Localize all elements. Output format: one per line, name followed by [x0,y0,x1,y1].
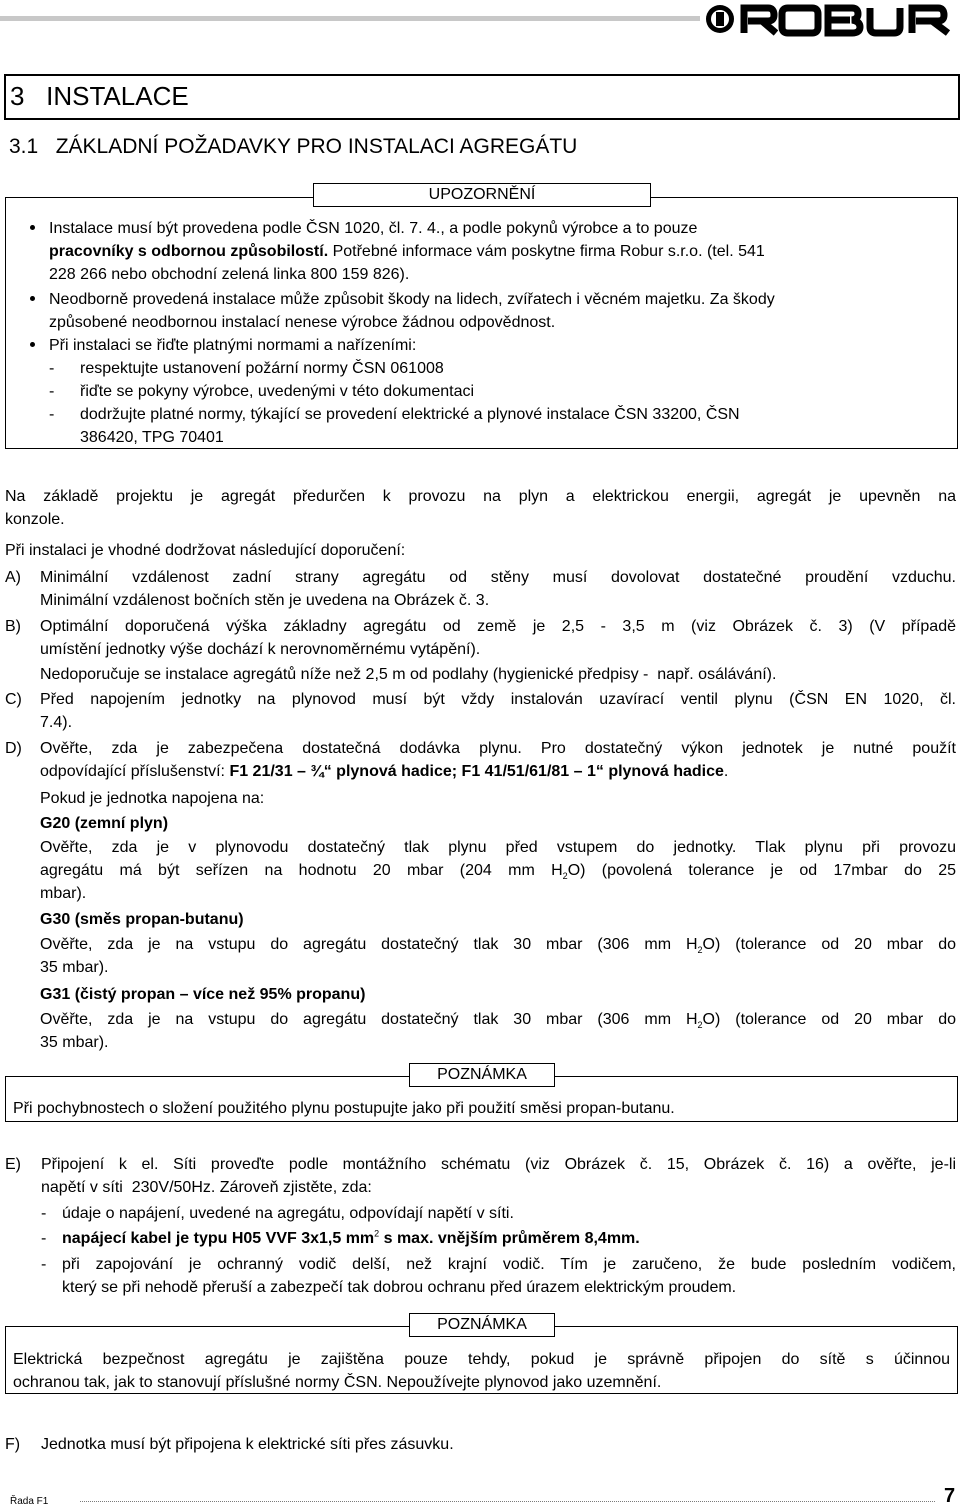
item-text: Ověřte, zda je zabezpečena dostatečná dodávka plynu. Pro dostatečný výkon jednotek je nutné použít [40,740,956,757]
warning-title: UPOZORNĚNÍ [313,183,651,207]
item-text: Nedoporučuje se instalace agregátů níže než 2,5 m od podlahy (hygienické předpisy - např. osálávání). [40,666,777,683]
item-text: Minimální vzdálenost bočních stěn je uvedena na Obrázek č. 3. [40,592,490,609]
note-title: POZNÁMKA [409,1063,555,1087]
item-text: Ověřte, zda je v plynovodu dostatečný tlak plynu před vstupem do jednotky. Tlak plynu při provozu [40,839,956,856]
page-number: 7 [944,1485,956,1507]
item-label: B) [5,618,21,635]
warning-line: Neodborně provedená instalace může způsobit škody na lidech, zvířatech i věcném majetku. Za škody [49,291,775,308]
item-label: E) [5,1156,21,1173]
bullet-icon [30,296,35,301]
item-text: Ověřte, zda je na vstupu do agregátu dostatečný tlak 30 mbar (306 mm $H_2O$) (tolerance od 20 mbar do [40,936,956,956]
warning-line: respektujte ustanovení požární normy ČSN 061008 [80,360,444,377]
item-text: Optimální doporučená výška základny agregátu od země je 2,5 - 3,5 m (viz Obrázek č. 3) (V případě [40,618,956,635]
item-text: při zapojování je ochranný vodič delší, než krajní vodič. Tím je zaručeno, že bude posledním vodičem, [62,1256,956,1273]
item-text: agregátu má být seřízen na hodnotu 20 mbar (204 mm $H_2O$) (povolená tolerance je od 17mbar do 25 [40,862,956,882]
item-label: A) [5,569,21,586]
note-text: ochranou tak, jak to stanovují příslušné normy ČSN. Nepoužívejte plynovod jako uzemnění. [13,1374,662,1391]
item-text: napětí v síti 230V/50Hz. Zároveň zjistěte, zda: [41,1179,372,1196]
warning-line: dodržujte platné normy, týkající se provedení elektrické a plynové instalace ČSN 33200, ČSN [80,406,740,423]
header-rule [0,16,700,21]
note-text: Elektrická bezpečnost agregátu je zajištěna pouze tehdy, pokud je správně připojen do sítě s účinnou [13,1351,950,1368]
item-label: C) [5,691,22,708]
item-text: 35 mbar). [40,959,109,976]
gas-title: G31 (čistý propan – více než 95% propanu) [40,986,366,1003]
warning-line: Při instalaci se řiďte platnými normami a nařízeními: [49,337,417,354]
item-text: 35 mbar). [40,1034,109,1051]
item-text: napájecí kabel je typu H05 VVF 3x1,5 $mm^2$ s max. vnějším průměrem 8,4mm. [62,1228,640,1247]
bullet-icon [30,342,35,347]
item-text: 7.4). [40,714,73,731]
gas-title: G20 (zemní plyn) [40,815,169,832]
warning-line: řiďte se pokyny výrobce, uvedenými v této dokumentaci [80,383,475,400]
dash: - [49,360,55,377]
dash: - [41,1256,47,1273]
item-text: údaje o napájení, uvedené na agregátu, odpovídají napětí v síti. [62,1205,514,1222]
item-text: Ověřte, zda je na vstupu do agregátu dostatečný tlak 30 mbar (306 mm $H_2O$) (tolerance od 20 mbar do [40,1011,956,1031]
intro-text: Při instalaci je vhodné dodržovat následující doporučení: [5,542,406,559]
warning-line: pracovníky s odbornou způsobilostí. Potřebné informace vám poskytne firma Robur s.r.o. (tel. 541 [49,243,765,260]
intro-text: Na základě projektu je agregát předurčen k provozu na plyn a elektrickou energii, agregát je upevněn na [5,488,956,505]
item-text: umístění jednotky výše dochází k nerovnoměrnému vytápění). [40,641,481,658]
item-text: odpovídající příslušenství: F1 21/31 – ¾“ plynová hadice; F1 41/51/61/81 – 1“ plynová hadice. [40,763,729,780]
item-text: Pokud je jednotka napojena na: [40,790,265,807]
item-text: mbar). [40,885,87,902]
item-label: D) [5,740,22,757]
item-text: Před napojením jednotky na plynovod musí být vždy instalován uzavírací ventil plynu (ČSN EN 1020, čl. [40,691,956,708]
intro-text: konzole. [5,511,65,528]
note-title: POZNÁMKA [409,1313,555,1337]
note-text: Při pochybnostech o složení použitého plynu postupujte jako při použití směsi propan-butanu. [13,1100,675,1117]
warning-line: 228 266 nebo obchodní zelená linka 800 159 826). [49,266,410,283]
footer-rule [80,1501,935,1502]
section-heading: 3 INSTALACE [10,81,189,111]
dash: - [49,406,55,423]
subsection-heading: 3.1 ZÁKLADNÍ POŽADAVKY PRO INSTALACI AGREGÁTU [9,135,578,158]
dash: - [49,383,55,400]
item-text: který se při nehodě přeruší a zabezpečí tak dobrou ochranu před úrazem elektrickým proudem. [62,1279,737,1296]
item-text: Jednotka musí být připojena k elektrické síti přes zásuvku. [41,1436,454,1453]
bullet-icon [30,225,35,230]
robur-logo [700,0,958,40]
gas-title: G30 (směs propan-butanu) [40,911,244,928]
warning-line: Instalace musí být provedena podle ČSN 1020, čl. 7. 4., a podle pokynů výrobce a to pouze [49,220,698,237]
warning-line: 386420, TPG 70401 [80,429,224,446]
item-text: Připojení k el. Síti proveďte podle montážního schématu (viz Obrázek č. 15, Obrázek č. 16) a ověřte, je-li [41,1156,956,1173]
item-label: F) [5,1436,21,1453]
item-text: Minimální vzdálenost zadní strany agregátu od stěny musí dovolovat dostatečné proudění vzduchu. [40,569,956,586]
dash: - [41,1205,47,1222]
footer-series: Řada F1 [10,1496,49,1507]
warning-line: způsobené neodbornou instalací nenese výrobce žádnou odpovědnost. [49,314,556,331]
dash: - [41,1230,47,1247]
